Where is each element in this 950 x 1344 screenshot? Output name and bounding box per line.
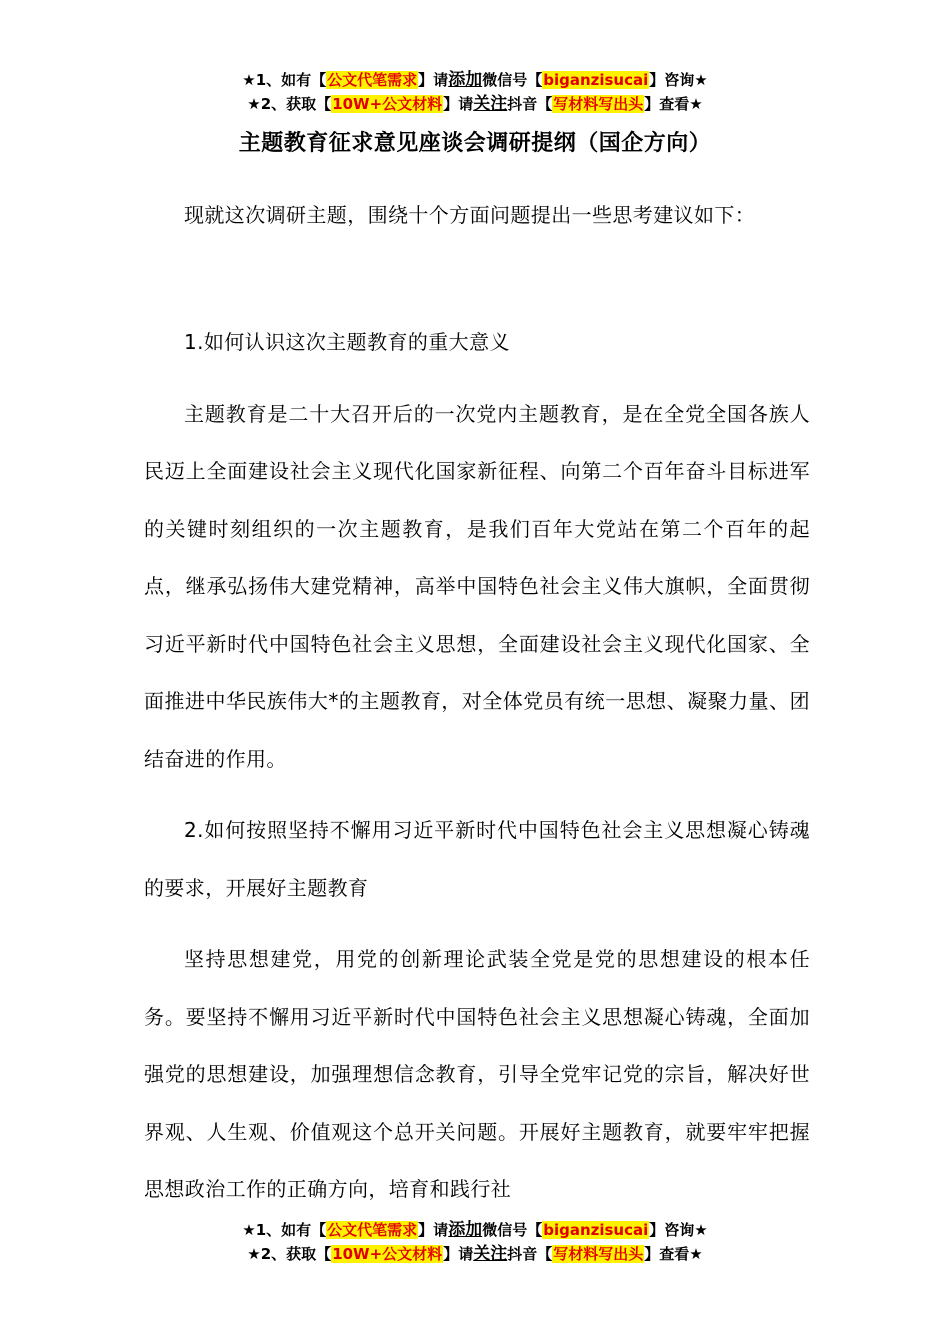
banner-text: 】请 (443, 1245, 474, 1263)
highlight-service: 公文代笔需求 (327, 1221, 418, 1239)
footer-banner (0, 1218, 950, 1266)
banner-text: 1、如有【 (255, 71, 327, 89)
highlight-materials: 10W+公文材料 (332, 95, 443, 113)
emphasis-text: 关注 (473, 94, 508, 114)
header-banner (0, 68, 950, 116)
banner-text: 微信号【 (482, 1221, 543, 1239)
highlight-wechat-id: biganzisucai (543, 1221, 649, 1239)
banner-line-2 (0, 1242, 950, 1266)
answer-2-paragraph: 坚持思想建党，用党的创新理论武装全党是党的思想建设的根本任务。要坚持不懈用习近平新时代中国特色社会主义思想凝心铸魂，全面加强党的思想建设，加强理想信念教育，引导全党牢记党的宗旨，解决好世界观、人生观、价值观这个总开关问题。开展好主题教育，就要牢牢把握思想政治工作的正确方向，培育和践行社 (144, 947, 810, 1201)
highlight-wechat-id: biganzisucai (543, 71, 649, 89)
banner-text: 抖音【 (507, 1245, 553, 1263)
banner-text: 微信号【 (482, 71, 543, 89)
answer-1-paragraph: 主题教育是二十大召开后的一次党内主题教育，是在全党全国各族人民迈上全面建设社会主义现代化国家新征程、向第二个百年奋斗目标进军的关键时刻组织的一次主题教育，是我们百年大党站在第二个百年的起点，继承弘扬伟大建党精神，高举中国特色社会主义伟大旗帜，全面贯彻习近平新时代中国特色社会主义思想，全面建设社会主义现代化国家、全面推进中华民族伟大*的主题教育，对全体党员有统一思想、凝聚力量、团结奋进的作用。 (144, 401, 810, 771)
question-1-heading: 1.如何认识这次主题教育的重大意义 (184, 330, 510, 354)
banner-text: 】请 (418, 71, 449, 89)
banner-text: 1、如有【 (255, 1221, 327, 1239)
banner-text: 】咨询★ (649, 1221, 708, 1239)
document-body (144, 314, 810, 1219)
banner-text: 】咨询★ (649, 71, 708, 89)
banner-text: 】查看★ (644, 95, 703, 113)
question-2-heading: 2.如何按照坚持不懈用习近平新时代中国特色社会主义思想凝心铸魂的要求，开展好主题教育 (144, 818, 810, 900)
highlight-materials: 10W+公文材料 (332, 1245, 443, 1263)
banner-line-1 (0, 1218, 950, 1242)
banner-text: 】请 (418, 1221, 449, 1239)
banner-text: 2、获取【 (260, 1245, 332, 1263)
highlight-douyin-id: 写材料写出头 (553, 95, 644, 113)
emphasis-text: 关注 (473, 1244, 508, 1264)
star-icon: ★ (242, 71, 256, 89)
intro-paragraph: 现就这次调研主题，围绕十个方面问题提出一些思考建议如下： (184, 203, 756, 227)
emphasis-text: 添加 (448, 70, 483, 90)
banner-line-2 (0, 92, 950, 116)
banner-text: 】请 (443, 95, 474, 113)
document-title: 主题教育征求意见座谈会调研提纲（国企方向） (238, 131, 712, 156)
star-icon: ★ (242, 1221, 256, 1239)
star-icon: ★ (247, 1245, 261, 1263)
emphasis-text: 添加 (448, 1220, 483, 1240)
highlight-douyin-id: 写材料写出头 (553, 1245, 644, 1263)
banner-line-1 (0, 68, 950, 92)
banner-text: 】查看★ (644, 1245, 703, 1263)
banner-text: 抖音【 (507, 95, 553, 113)
star-icon: ★ (247, 95, 261, 113)
highlight-service: 公文代笔需求 (327, 71, 418, 89)
banner-text: 2、获取【 (260, 95, 332, 113)
